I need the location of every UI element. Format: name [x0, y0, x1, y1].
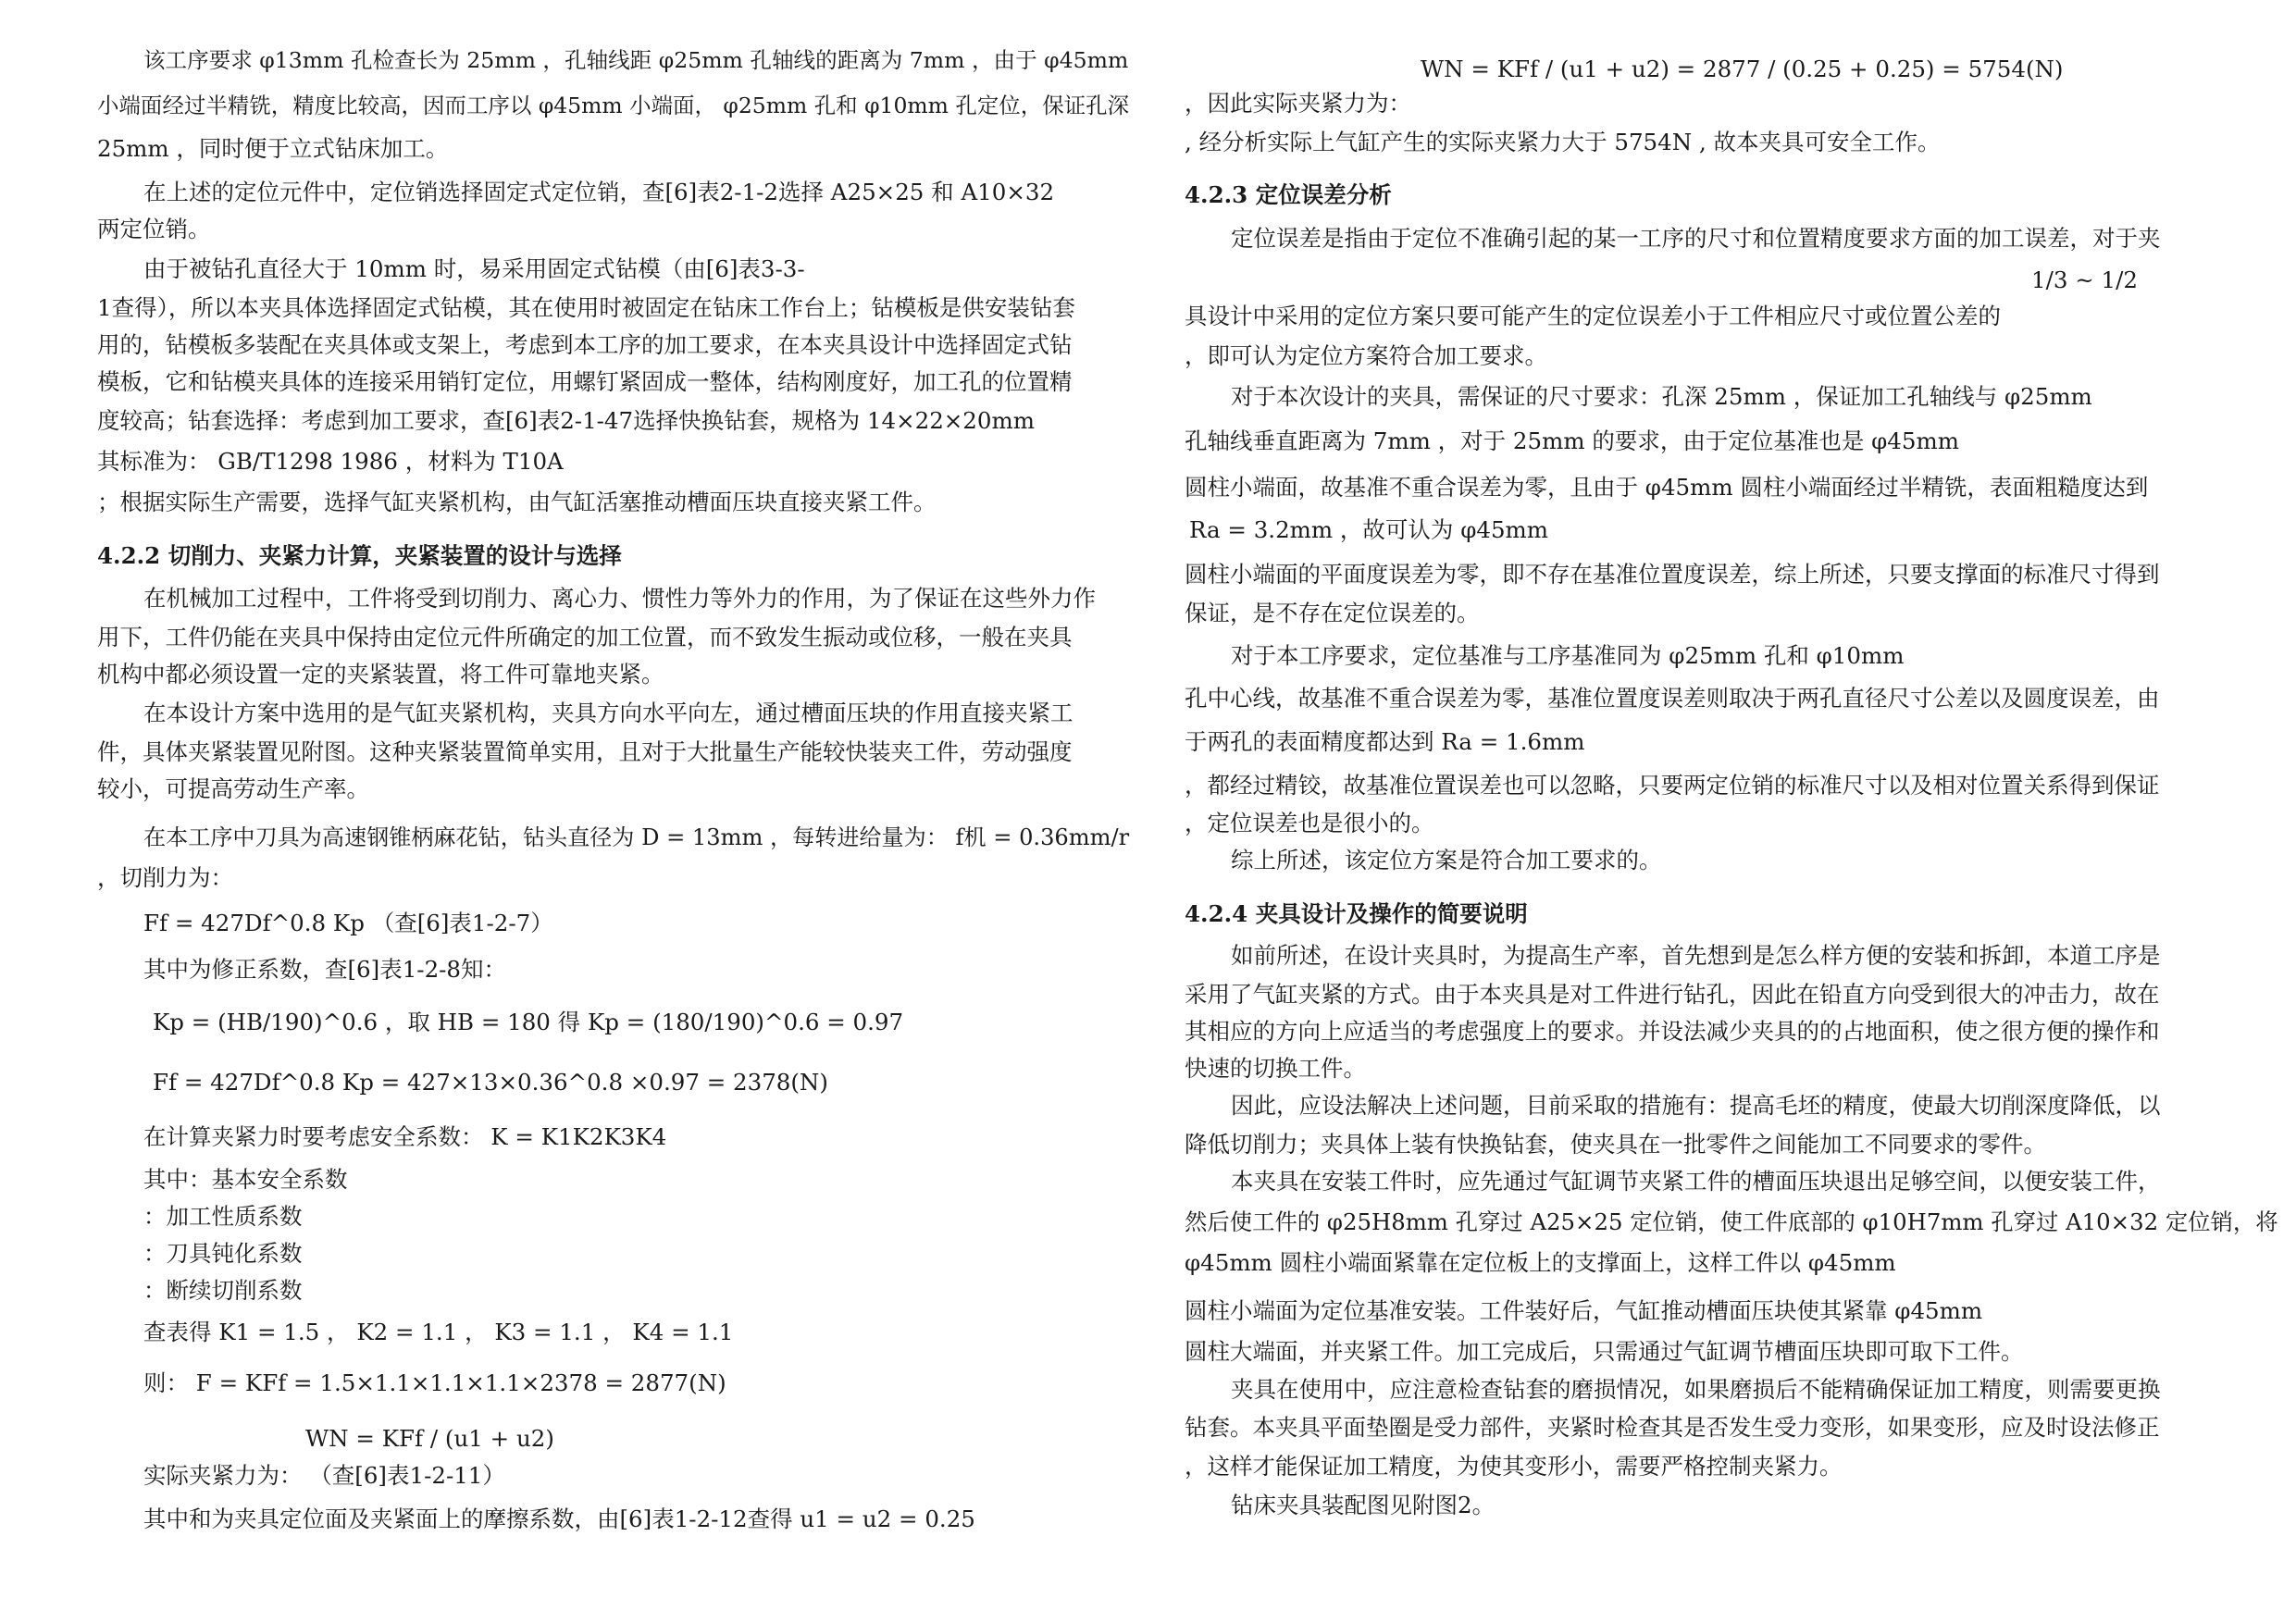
formula-line: Ff = 427Df^0.8 Kp = 427×13×0.36^0.8 ×0.97 = 2378(N) [153, 1069, 828, 1096]
paragraph-line: 定位误差是指由于定位不准确引起的某一工序的尺寸和位置精度要求方面的加工误差，对于夹 [1231, 225, 2161, 252]
section-heading-4-2-4: 4.2.4 夹具设计及操作的简要说明 [1185, 900, 1528, 927]
paragraph-line: 孔轴线垂直距离为 7mm ，对于 25mm 的要求，由于定位基准也是 φ45mm [1185, 427, 1959, 454]
paragraph-line: 机构中都必须设置一定的夹紧装置，将工件可靠地夹紧。 [97, 661, 664, 688]
formula-line: 则： F = KFf = 1.5×1.1×1.1×1.1×2378 = 2877(N) [143, 1369, 726, 1396]
section-heading-4-2-3: 4.2.3 定位误差分析 [1185, 181, 1392, 208]
paragraph-line: 在计算夹紧力时要考虑安全系数： K = K1K2K3K4 [143, 1123, 667, 1150]
paragraph-line: 模板，它和钻模夹具体的连接采用销钉定位，用螺钉紧固成一整体，结构刚度好，加工孔的位置精 [97, 368, 1073, 395]
paragraph-line: 其相应的方向上应适当的考虑强度上的要求。并设法减少夹具的的占地面积，使之很方便的操作和 [1185, 1018, 2160, 1045]
paragraph-line: 在本工序中刀具为高速钢锥柄麻花钻，钻头直径为 D = 13mm ，每转进给量为： f机 = 0.36mm/r [143, 824, 1130, 850]
paragraph-line: 圆柱小端面为定位基准安装。工件装好后，气缸推动槽面压块使其紧靠 φ45mm [1185, 1297, 1983, 1324]
paragraph-line: 该工序要求 φ13mm 孔检查长为 25mm ，孔轴线距 φ25mm 孔轴线的距离为 7mm ，由于 φ45mm [143, 47, 1129, 73]
paragraph-line: 因此，应设法解决上述问题，目前采取的措施有：提高毛坯的精度，使最大切削深度降低，以 [1231, 1092, 2161, 1119]
paragraph-line: 快速的切换工件。 [1185, 1055, 1366, 1082]
paragraph-line: 其中为修正系数，查[6]表1-2-8知： [143, 956, 507, 983]
formula-line: Ra = 3.2mm ，故可认为 φ45mm [1189, 516, 1549, 543]
paragraph-line: ，定位误差也是很小的。 [1185, 810, 1434, 836]
paragraph-line: 用的，钻模板多装配在夹具体或支架上，考虑到本工序的加工要求，在本夹具设计中选择固定式钻 [97, 331, 1073, 358]
paragraph-line: 夹具在使用中，应注意检查钻套的磨损情况，如果磨损后不能精确保证加工精度，则需要更换 [1231, 1376, 2161, 1403]
paragraph-line: 较小，可提高劳动生产率。 [97, 775, 369, 802]
paragraph-line: 具设计中采用的定位方案只要可能产生的定位误差小于工件相应尺寸或位置公差的 [1185, 303, 2001, 329]
paragraph-line: 降低切削力；夹具体上装有快换钻套，使夹具在一批零件之间能加工不同要求的零件。 [1185, 1131, 2046, 1158]
paragraph-line: 件，具体夹紧装置见附图。这种夹紧装置简单实用，且对于大批量生产能较快装夹工件，劳动强度 [97, 738, 1073, 765]
formula-line: WN = KFf / (u1 + u2) [305, 1425, 554, 1452]
paragraph-line: ，即可认为定位方案符合加工要求。 [1185, 342, 1547, 369]
paragraph-line: ，都经过精铰，故基准位置误差也可以忽略，只要两定位销的标准尺寸以及相对位置关系得到保证 [1185, 772, 2160, 799]
paragraph-line: 在本设计方案中选用的是气缸夹紧机构，夹具方向水平向左，通过槽面压块的作用直接夹紧工 [143, 700, 1074, 726]
paragraph-line: 实际夹紧力为： （查[6]表1-2-11） [143, 1462, 505, 1489]
paragraph-line: ；根据实际生产需要，选择气缸夹紧机构，由气缸活塞推动槽面压块直接夹紧工件。 [97, 489, 937, 515]
paragraph-line: 钻床夹具装配图见附图2。 [1231, 1492, 1496, 1518]
paragraph-line: 孔中心线，故基准不重合误差为零，基准位置度误差则取决于两孔直径尺寸公差以及圆度误差，由 [1185, 685, 2160, 712]
section-heading-4-2-2: 4.2.2 切削力、夹紧力计算，夹紧装置的设计与选择 [97, 542, 622, 569]
paragraph-line: 综上所述，该定位方案是符合加工要求的。 [1231, 847, 1662, 873]
formula-line: 1/3 ~ 1/2 [2031, 266, 2138, 293]
paragraph-line: 圆柱小端面，故基准不重合误差为零，且由于 φ45mm 圆柱小端面经过半精铣，表面粗糙度达到 [1185, 474, 2149, 501]
paragraph-line: 对于本次设计的夹具，需保证的尺寸要求：孔深 25mm ，保证加工孔轴线与 φ25mm [1231, 383, 2092, 410]
paragraph-line: 本夹具在安装工件时，应先通过气缸调节夹紧工件的槽面压块退出足够空间，以便安装工件， [1231, 1168, 2161, 1195]
paragraph-line: 小端面经过半精铣，精度比较高，因而工序以 φ45mm 小端面， φ25mm 孔和 φ10mm 孔定位，保证孔深 [97, 93, 1130, 118]
paragraph-line: ：加工性质系数 [143, 1203, 303, 1230]
paragraph-line: 对于本工序要求，定位基准与工序基准同为 φ25mm 孔和 φ10mm [1231, 642, 1905, 669]
paragraph-line: 两定位销。 [97, 216, 211, 242]
paragraph-line: 25mm ，同时便于立式钻床加工。 [97, 135, 449, 162]
paragraph-line: 圆柱小端面的平面度误差为零，即不存在基准位置度误差，综上所述，只要支撑面的标准尺寸得到 [1185, 561, 2160, 588]
paragraph-line: , 经分析实际上气缸产生的实际夹紧力大于 5754N , 故本夹具可安全工作。 [1185, 129, 1941, 155]
paragraph-line: 采用了气缸夹紧的方式。由于本夹具是对工件进行钻孔，因此在铅直方向受到很大的冲击力，故在 [1185, 981, 2160, 1008]
paragraph-line: ，因此实际夹紧力为： [1185, 90, 1411, 117]
paragraph-line: 然后使工件的 φ25H8mm 孔穿过 A25×25 定位销，使工件底部的 φ10H7mm 孔穿过 A10×32 定位销，将 [1185, 1208, 2278, 1235]
paragraph-line: 保证，是不存在定位误差的。 [1185, 600, 1480, 626]
paragraph-line: ，切削力为： [97, 864, 233, 891]
paragraph-line: 1查得），所以本夹具体选择固定式钻模，其在使用时被固定在钻床工作台上；钻模板是供安装钻套 [97, 294, 1075, 321]
paragraph-line: 其中和为夹具定位面及夹紧面上的摩擦系数，由[6]表1-2-12查得 u1 = u2 = 0.25 [143, 1505, 975, 1532]
formula-line: WN = KFf / (u1 + u2) = 2877 / (0.25 + 0.25) = 5754(N) [1421, 56, 2064, 82]
paragraph-line: 其标准为： GB/T1298 1986 ，材料为 T10A [97, 448, 564, 475]
paragraph-line: 在上述的定位元件中，定位销选择固定式定位销，查[6]表2-1-2选择 A25×25 和 A10×32 [143, 179, 1055, 205]
paragraph-line: φ45mm 圆柱小端面紧靠在定位板上的支撑面上，这样工件以 φ45mm [1185, 1249, 1896, 1276]
formula-line: Ff = 427Df^0.8 Kp （查[6]表1-2-7） [143, 910, 553, 936]
paragraph-line: 由于被钻孔直径大于 10mm 时，易采用固定式钻模（由[6]表3-3- [143, 255, 805, 282]
paragraph-line: 钻套。本夹具平面垫圈是受力部件，夹紧时检查其是否发生受力变形，如果变形，应及时设法修正 [1185, 1414, 2160, 1441]
paragraph-line: 在机械加工过程中，工件将受到切削力、离心力、惯性力等外力的作用，为了保证在这些外力作 [143, 585, 1096, 612]
paragraph-line: ：刀具钝化系数 [143, 1240, 303, 1267]
formula-line: Kp = (HB/190)^0.6 ，取 HB = 180 得 Kp = (180/190)^0.6 = 0.97 [153, 1009, 904, 1035]
paragraph-line: 圆柱大端面，并夹紧工件。加工完成后，只需通过气缸调节槽面压块即可取下工件。 [1185, 1338, 2024, 1365]
formula-line: 查表得 K1 = 1.5 ， K2 = 1.1 ， K3 = 1.1 ， K4 = 1.1 [143, 1319, 734, 1345]
paragraph-line: ，这样才能保证加工精度，为使其变形小，需要严格控制夹紧力。 [1185, 1453, 1843, 1480]
paragraph-line: ：断续切削系数 [143, 1277, 303, 1304]
paragraph-line: 度较高；钻套选择：考虑到加工要求，查[6]表2-1-47选择快换钻套，规格为 14×22×20mm [97, 407, 1035, 434]
paragraph-line: 其中：基本安全系数 [143, 1166, 348, 1193]
paragraph-line: 用下，工件仍能在夹具中保持由定位元件所确定的加工位置，而不致发生振动或位移，一般在夹具 [97, 624, 1073, 650]
paragraph-line: 如前所述，在设计夹具时，为提高生产率，首先想到是怎么样方便的安装和拆卸，本道工序是 [1231, 942, 2161, 969]
paragraph-line: 于两孔的表面精度都达到 Ra = 1.6mm [1185, 728, 1585, 755]
